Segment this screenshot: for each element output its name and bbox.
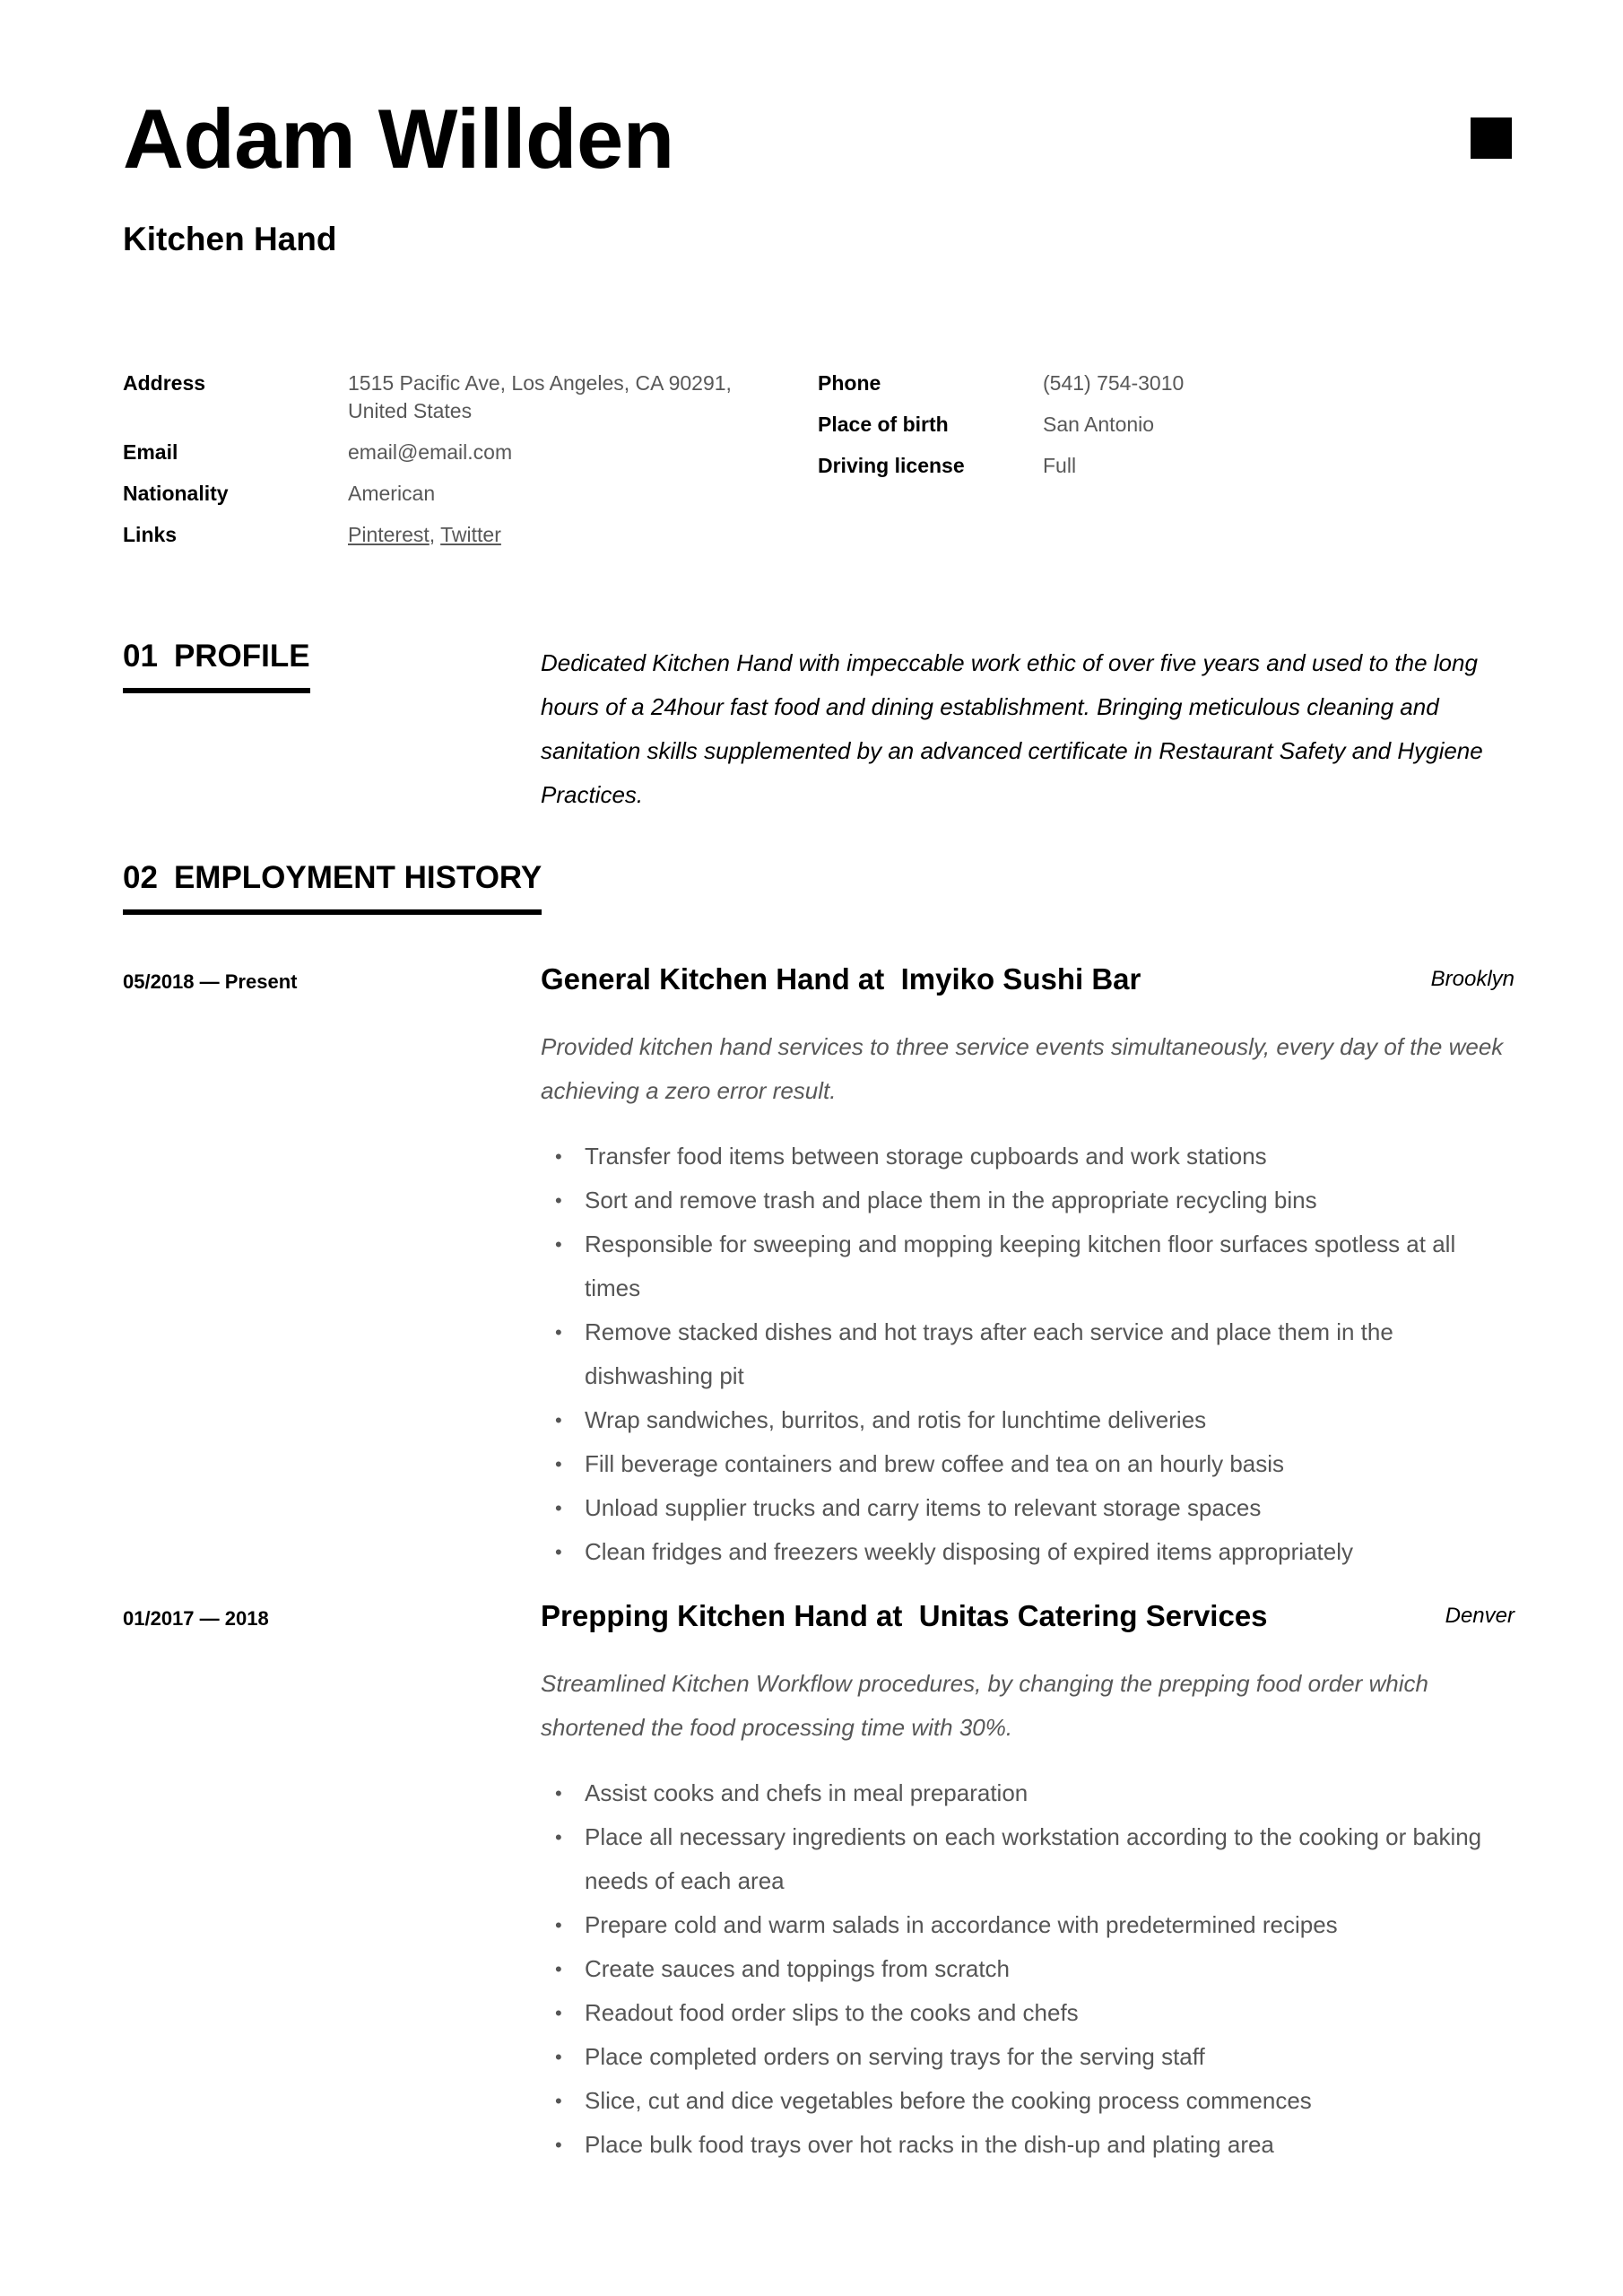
section-title: EMPLOYMENT HISTORY [173, 860, 542, 895]
bullet-icon: • [555, 1453, 562, 1475]
job-details [541, 1596, 1515, 2167]
bullet-text: Place bulk food trays over hot racks in the dish-up and plating area [585, 2131, 1274, 2158]
list-item [541, 1771, 1515, 1815]
section-number: 01 [123, 639, 158, 674]
list-item [541, 1903, 1515, 1947]
job-summary: Streamlined Kitchen Workflow procedures, by changing the prepping food order which shortened the food processing time with 30%. [541, 1670, 1428, 1741]
job-header [541, 1596, 1515, 1636]
job-dates: 05/2018 — Present [123, 970, 298, 993]
section-heading-profile [123, 637, 310, 693]
job-bullet-list [541, 1771, 1515, 2167]
detail-row-nationality [123, 480, 768, 508]
bullet-icon: • [555, 2002, 562, 2024]
detail-label: Address [123, 371, 206, 395]
list-item [541, 1486, 1515, 1530]
detail-value-phone: (541) 754-3010 [1043, 371, 1185, 395]
job-bullet-list [541, 1135, 1515, 1574]
detail-row-address [123, 370, 768, 425]
bullet-icon: • [555, 1145, 562, 1168]
detail-row-links [123, 521, 768, 549]
bullet-icon: • [555, 1958, 562, 1980]
detail-label: Email [123, 440, 178, 464]
job-header [541, 960, 1515, 999]
bullet-icon: • [555, 2090, 562, 2112]
list-item [541, 2123, 1515, 2167]
list-item [541, 1135, 1515, 1178]
section-number: 02 [123, 860, 158, 895]
detail-row-phone [818, 370, 1517, 397]
detail-value-nationality: American [348, 482, 436, 505]
section-title: PROFILE [173, 639, 310, 674]
detail-row-driving-license [818, 452, 1517, 480]
bullet-text: Transfer food items between storage cupboards and work stations [585, 1143, 1267, 1170]
section-heading-employment [123, 858, 542, 915]
list-item [541, 1178, 1515, 1222]
bullet-icon: • [555, 1321, 562, 1344]
bullet-text: Readout food order slips to the cooks and chefs [585, 1999, 1079, 2026]
detail-label: Links [123, 523, 178, 546]
bullet-text: Sort and remove trash and place them in the appropriate recycling bins [585, 1187, 1317, 1213]
bullet-icon: • [555, 1782, 562, 1805]
detail-row-place-of-birth [818, 411, 1517, 439]
list-item [541, 1222, 1515, 1310]
bullet-text: Responsible for sweeping and mopping keeping kitchen floor surfaces spotless at all times [585, 1231, 1456, 1301]
job-summary: Provided kitchen hand services to three service events simultaneously, every day of the week achieving a zero error result. [541, 1033, 1504, 1104]
job-details [541, 960, 1515, 1574]
bullet-icon: • [555, 2046, 562, 2068]
link-separator: , [429, 523, 441, 546]
detail-value-links [348, 521, 501, 549]
bullet-icon: • [555, 1826, 562, 1848]
detail-label: Nationality [123, 482, 229, 505]
detail-label: Phone [818, 371, 881, 395]
list-item [541, 1815, 1515, 1903]
job-position: General Kitchen Hand at Imyiko Sushi Bar [541, 962, 1141, 996]
bullet-text: Place completed orders on serving trays for the serving staff [585, 2043, 1205, 2070]
detail-row-email [123, 439, 768, 466]
bullet-text: Place all necessary ingredients on each workstation according to the cooking or baking needs of each area [585, 1823, 1482, 1894]
bullet-icon: • [555, 1189, 562, 1212]
details-right-column [818, 370, 1517, 493]
link-twitter[interactable]: Twitter [440, 523, 501, 546]
bullet-icon: • [555, 1233, 562, 1256]
list-item [541, 1310, 1515, 1398]
job-dates: 01/2017 — 2018 [123, 1607, 269, 1630]
detail-value-driving-license: Full [1043, 454, 1077, 477]
bullet-text: Clean fridges and freezers weekly disposing of expired items appropriately [585, 1538, 1353, 1565]
job-city: Brooklyn [1430, 967, 1515, 991]
bullet-icon: • [555, 1497, 562, 1519]
detail-value-address: 1515 Pacific Ave, Los Angeles, CA 90291, United States [348, 371, 732, 422]
job-position: Prepping Kitchen Hand at Unitas Catering Services [541, 1599, 1268, 1632]
detail-value-place-of-birth: San Antonio [1043, 413, 1155, 436]
link-pinterest[interactable]: Pinterest [348, 523, 430, 546]
list-item [541, 1398, 1515, 1442]
bullet-icon: • [555, 1914, 562, 1936]
job-title: Kitchen Hand [123, 221, 337, 257]
bullet-icon: • [555, 2134, 562, 2156]
detail-label: Driving license [818, 454, 965, 477]
list-item [541, 1442, 1515, 1486]
details-left-column [123, 370, 768, 562]
bullet-text: Slice, cut and dice vegetables before the cooking process commences [585, 2087, 1312, 2114]
bullet-text: Wrap sandwiches, burritos, and rotis for lunchtime deliveries [585, 1406, 1207, 1433]
list-item [541, 2079, 1515, 2123]
bullet-text: Assist cooks and chefs in meal preparation [585, 1779, 1028, 1806]
square-logo-mark [1471, 117, 1512, 159]
bullet-icon: • [555, 1541, 562, 1563]
list-item [541, 1530, 1515, 1574]
profile-summary: Dedicated Kitchen Hand with impeccable work ethic of over five years and used to the long hours of a 24hour fast food and dining establishment. Bringing meticulous cleaning and sanitation skills supplemented by an advanced certificate in Restaurant Safety and Hygiene Practices. [541, 649, 1483, 808]
bullet-text: Fill beverage containers and brew coffee and tea on an hourly basis [585, 1450, 1285, 1477]
candidate-name: Adam Willden [123, 91, 674, 186]
detail-value-email: email@email.com [348, 440, 513, 464]
bullet-text: Create sauces and toppings from scratch [585, 1955, 1011, 1982]
bullet-text: Unload supplier trucks and carry items to relevant storage spaces [585, 1494, 1262, 1521]
bullet-icon: • [555, 1409, 562, 1431]
job-city: Denver [1445, 1604, 1515, 1628]
list-item [541, 1991, 1515, 2035]
detail-label: Place of birth [818, 413, 949, 436]
bullet-text: Remove stacked dishes and hot trays after each service and place them in the dishwashing pit [585, 1318, 1393, 1389]
list-item [541, 1947, 1515, 1991]
list-item [541, 2035, 1515, 2079]
bullet-text: Prepare cold and warm salads in accordance with predetermined recipes [585, 1911, 1338, 1938]
